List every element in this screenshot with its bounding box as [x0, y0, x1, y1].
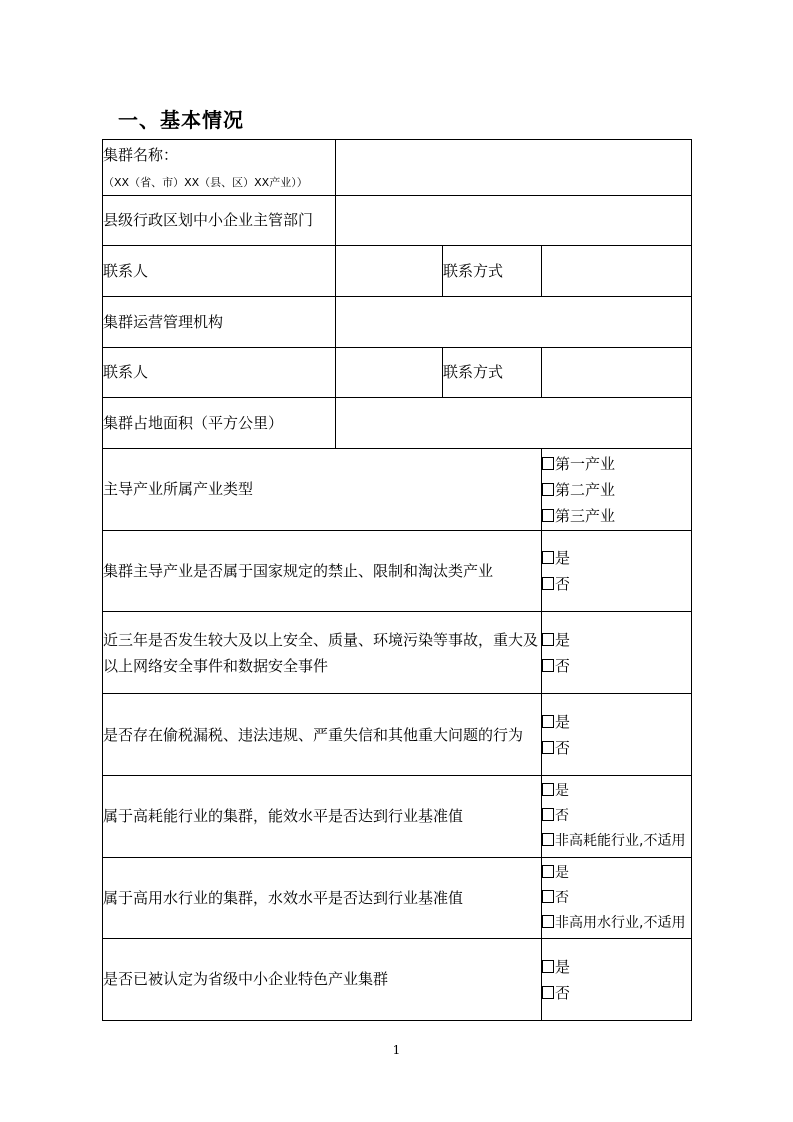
checkbox-icon[interactable] [542, 783, 554, 796]
prohibited-label: 集群主导产业是否属于国家规定的禁止、限制和淘汰类产业 [103, 531, 542, 612]
contact-method-label-1: 联系方式 [443, 246, 542, 297]
row-ops-org [103, 297, 692, 348]
row-accidents [103, 612, 692, 694]
option-yes[interactable]: 是 [542, 627, 691, 653]
option-yes[interactable]: 是 [542, 861, 691, 886]
contact-person-field-1[interactable] [336, 246, 443, 297]
row-county-dept [103, 196, 692, 246]
checkbox-icon[interactable] [542, 483, 554, 496]
area-label: 集群占地面积（平方公里） [103, 398, 336, 449]
violations-label: 是否存在偷税漏税、违法违规、严重失信和其他重大问题的行为 [103, 694, 542, 776]
water-options [542, 858, 692, 939]
section-title: 一、基本情况 [118, 108, 244, 132]
checkbox-icon[interactable] [542, 986, 554, 999]
basic-info-table [102, 139, 692, 1021]
cluster-name-field[interactable] [336, 140, 692, 196]
option-tertiary-industry[interactable]: 第三产业 [542, 503, 691, 529]
accidents-label: 近三年是否发生较大及以上安全、质量、环境污染等事故，重大及以上网络安全事件和数据安全事件 [103, 612, 542, 694]
row-energy [103, 776, 692, 858]
row-cluster-name [103, 140, 692, 196]
cluster-name-label: 集群名称： [103, 146, 179, 164]
checkbox-icon[interactable] [542, 457, 554, 470]
checkbox-icon[interactable] [542, 960, 554, 973]
option-not-applicable[interactable]: 非高耗能行业,不适用 [542, 829, 691, 854]
violations-options [542, 694, 692, 776]
option-not-applicable[interactable]: 非高用水行业,不适用 [542, 911, 691, 936]
cluster-name-label-cell [103, 140, 336, 196]
row-water [103, 858, 692, 939]
checkbox-icon[interactable] [542, 808, 554, 821]
row-contact-1 [103, 246, 692, 297]
option-primary-industry[interactable]: 第一产业 [542, 451, 691, 477]
option-yes[interactable]: 是 [542, 779, 691, 804]
water-label: 属于高用水行业的集群，水效水平是否达到行业基准值 [103, 858, 542, 939]
ops-org-field[interactable] [336, 297, 692, 348]
county-dept-field[interactable] [336, 196, 692, 246]
option-yes[interactable]: 是 [542, 954, 691, 980]
provincial-label: 是否已被认定为省级中小企业特色产业集群 [103, 939, 542, 1021]
row-industry-type [103, 449, 692, 531]
checkbox-icon[interactable] [542, 890, 554, 903]
contact-method-field-2[interactable] [542, 348, 692, 398]
industry-type-options [542, 449, 692, 531]
option-secondary-industry[interactable]: 第二产业 [542, 477, 691, 503]
row-prohibited [103, 531, 692, 612]
checkbox-icon[interactable] [542, 551, 554, 564]
checkbox-icon[interactable] [542, 509, 554, 522]
option-no[interactable]: 否 [542, 571, 691, 597]
industry-type-label: 主导产业所属产业类型 [103, 449, 542, 531]
contact-person-field-2[interactable] [336, 348, 443, 398]
option-no[interactable]: 否 [542, 735, 691, 761]
contact-person-label-1: 联系人 [103, 246, 336, 297]
ops-org-label: 集群运营管理机构 [103, 297, 336, 348]
county-dept-label: 县级行政区划中小企业主管部门 [103, 196, 336, 246]
option-no[interactable]: 否 [542, 804, 691, 829]
option-yes[interactable]: 是 [542, 709, 691, 735]
energy-options [542, 776, 692, 858]
checkbox-icon[interactable] [542, 741, 554, 754]
checkbox-icon[interactable] [542, 715, 554, 728]
energy-label: 属于高耗能行业的集群，能效水平是否达到行业基准值 [103, 776, 542, 858]
checkbox-icon[interactable] [542, 915, 554, 928]
checkbox-icon[interactable] [542, 833, 554, 846]
contact-method-label-2: 联系方式 [443, 348, 542, 398]
area-field[interactable] [336, 398, 692, 449]
contact-method-field-1[interactable] [542, 246, 692, 297]
accidents-options [542, 612, 692, 694]
checkbox-icon[interactable] [542, 577, 554, 590]
checkbox-icon[interactable] [542, 865, 554, 878]
page-number: 1 [392, 1043, 401, 1057]
option-no[interactable]: 否 [542, 653, 691, 679]
cluster-name-hint: （XX（省、市）XX（县、区）XX产业）） [103, 176, 308, 189]
row-provincial [103, 939, 692, 1021]
row-contact-2 [103, 348, 692, 398]
provincial-options [542, 939, 692, 1021]
option-no[interactable]: 否 [542, 980, 691, 1006]
option-yes[interactable]: 是 [542, 545, 691, 571]
row-violations [103, 694, 692, 776]
row-area [103, 398, 692, 449]
checkbox-icon[interactable] [542, 659, 554, 672]
checkbox-icon[interactable] [542, 633, 554, 646]
option-no[interactable]: 否 [542, 886, 691, 911]
prohibited-options [542, 531, 692, 612]
contact-person-label-2: 联系人 [103, 348, 336, 398]
